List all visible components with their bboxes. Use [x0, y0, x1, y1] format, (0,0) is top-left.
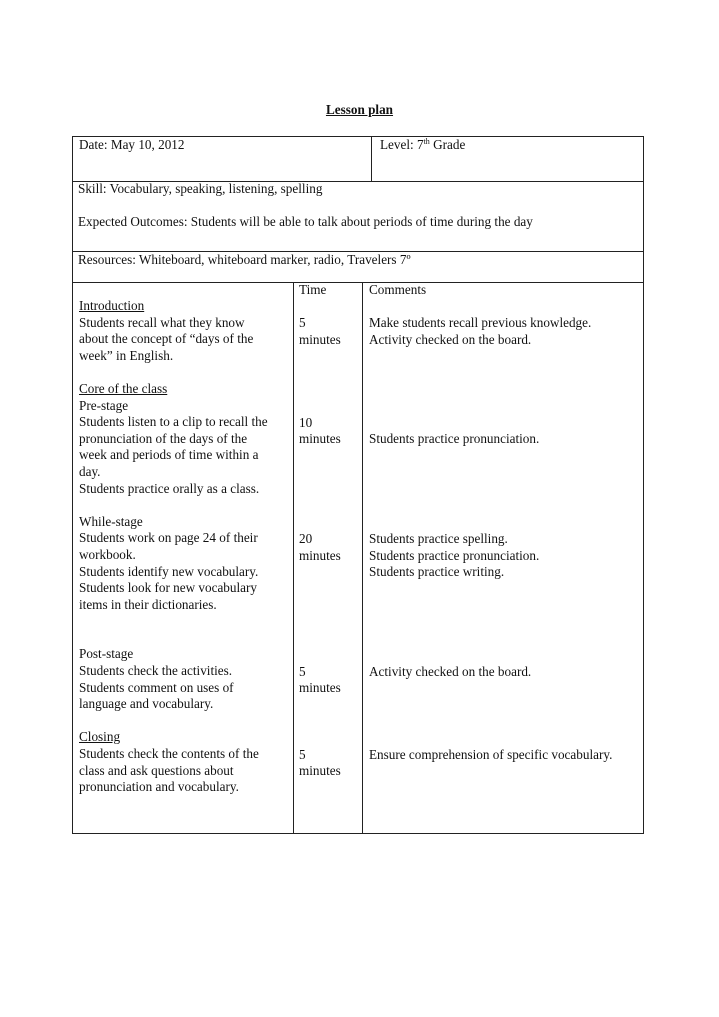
- time-unit: minutes: [299, 763, 341, 779]
- time-header: Time: [299, 282, 327, 297]
- time-value: 10: [299, 414, 313, 430]
- comment-line: Students practice pronunciation.: [369, 547, 540, 563]
- skill-row: [72, 181, 644, 252]
- activities-column: [73, 298, 293, 796]
- comments-header: Comments: [369, 282, 427, 297]
- resources-text: Resources: Whiteboard, whiteboard marker, radio, Travelers 7º: [78, 252, 411, 267]
- activity-line: Students check the contents of the: [79, 746, 259, 762]
- level-grade: Grade: [429, 137, 466, 152]
- activity-line: pronunciation and vocabulary.: [79, 779, 239, 795]
- expected-outcomes-text: Expected Outcomes: Students will be able to talk about periods of time during the day: [78, 214, 533, 229]
- level-text: Level: 7: [380, 137, 424, 152]
- header-row: [72, 136, 644, 182]
- time-unit: minutes: [299, 547, 341, 563]
- introduction-heading: Introduction: [79, 298, 145, 313]
- level-cell: [376, 137, 470, 154]
- activity-line: Students listen to a clip to recall the: [79, 414, 268, 430]
- header-divider: [371, 137, 372, 181]
- activity-line: Students practice orally as a class.: [79, 480, 260, 496]
- activity-line: Students check the activities.: [79, 663, 233, 679]
- page-title: Lesson plan: [325, 102, 394, 117]
- time-value: 5: [299, 315, 306, 331]
- activity-line: about the concept of “days of the: [79, 331, 254, 347]
- activity-line: week” in English.: [79, 347, 174, 363]
- activity-line: pronunciation of the days of the: [79, 430, 248, 446]
- while-stage-heading: While-stage: [79, 513, 143, 529]
- activity-line: items in their dictionaries.: [79, 596, 217, 612]
- activity-line: workbook.: [79, 546, 136, 562]
- level-superscript: th: [423, 137, 430, 146]
- comment-line: Make students recall previous knowledge.: [369, 315, 592, 331]
- date-cell: Date: May 10, 2012: [79, 137, 185, 152]
- pre-stage-heading: Pre-stage: [79, 397, 129, 413]
- comments-column: [363, 282, 645, 763]
- activity-line: Students recall what they know: [79, 314, 245, 330]
- closing-heading: Closing: [79, 729, 121, 745]
- activity-line: day.: [79, 463, 101, 479]
- core-heading: Core of the class: [79, 380, 168, 396]
- skill-text: Skill: Vocabulary, speaking, listening, spelling: [78, 181, 323, 196]
- activity-line: Students comment on uses of: [79, 679, 234, 695]
- time-value: 5: [299, 663, 306, 679]
- comment-line: Activity checked on the board.: [369, 663, 532, 679]
- activity-line: Students look for new vocabulary: [79, 580, 257, 596]
- time-value: 5: [299, 746, 306, 762]
- comment-line: Students practice writing.: [369, 564, 505, 580]
- time-value: 20: [299, 530, 313, 546]
- activity-line: class and ask questions about: [79, 762, 234, 778]
- activity-line: language and vocabulary.: [79, 696, 214, 712]
- activity-line: Students identify new vocabulary.: [79, 563, 259, 579]
- post-stage-heading: Post-stage: [79, 646, 134, 662]
- comment-line: Activity checked on the board.: [369, 331, 532, 347]
- comment-line: Ensure comprehension of specific vocabulary.: [369, 746, 613, 762]
- activity-line: week and periods of time within a: [79, 447, 259, 463]
- resources-row: [72, 251, 644, 283]
- time-unit: minutes: [299, 680, 341, 696]
- comment-line: Students practice spelling.: [369, 530, 508, 546]
- time-unit: minutes: [299, 331, 341, 347]
- time-column: [294, 282, 362, 780]
- comment-line: Students practice pronunciation.: [369, 431, 540, 447]
- time-unit: minutes: [299, 431, 341, 447]
- activity-line: Students work on page 24 of their: [79, 530, 258, 546]
- plan-table: [72, 282, 644, 834]
